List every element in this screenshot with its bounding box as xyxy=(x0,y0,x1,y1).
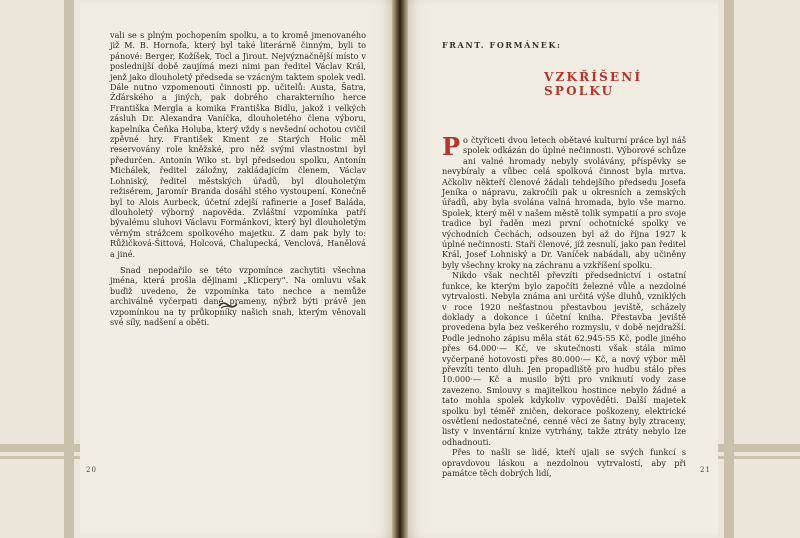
paragraph: Nikdo však nechtěl převzíti předsednictví i ostatní funkce, ke kterým bylo započíti železné vůle a nezdolné vytrvalosti. Nebyla známa ani určitá výše dluhů, vzniklých v roce 1920 nešťastnou přestavbou jeviště, scházely doklady a dokonce i účetní kniha. Přestavba jeviště provedena byla bez veškerého rozmyslu, v době nejdražší. Podle jednoho zápisu měla stát 62.945·55 Kč, podle jiného přes 64.000·— Kč, ve skutečnosti však stála mimo vyčerpané hotovosti přes 80.000·— Kč, a nový výbor měl převzíti tento dluh. Jen propadliště pro hudbu stálo přes 10.000·— Kč a musilo býti pro vniknutí vody zase zavezeno. Smlouvy s majitelkou hostince nebylo žádné a tato mohla spolek kdykoliv vypověděti. Další majetek spolku byl téměř zničen, dekorace poškozeny, elektrické osvětlení nedostatečné, cenné věci ze šatny byly ztraceny, listy v inventární knize vytrhány, takže ztráty nebylo lze odhadnouti. xyxy=(442,270,686,447)
page-number-left: 20 xyxy=(86,466,97,474)
paragraph: Přes to našli se lidé, kteří ujali se svých funkcí s opravdovou láskou a nezdolnou vytrvalostí, aby při památce těch dobrých lidí, xyxy=(442,447,686,478)
paragraph-text: o čtyřiceti dvou letech obětavé kulturní práce byl náš spolek odkázán do úplné nečinnosti. Výborové schůze ani valné hromady nebyly svolávány, příspěvky se nevybíraly a vůbec celá spolková činnost byla mrtva. Ačkoliv někteří členové žádali tehdejšího předsedu Josefa Jeníka o nápravu, zakročili pak u okresních a zemských úřadů, aby byla svolána valná hromada, bylo vše marno. Spolek, který měl v našem městě tolik sympatií a pro svoje tradice byl řaděn mezi první ochotnické spolky ve východních Čechách, odsouzen byl až do října 1927 k úplné nečinnosti. Staří členové, jíž zesnulí, jako pan ředitel Král, Josef Lohniský a Dr. Vaníček nabádali, aby učiněny byly všechny kroky na záchranu a vzkříšení spolku. xyxy=(442,135,686,270)
book-gutter xyxy=(392,0,408,538)
ornament-icon xyxy=(218,300,238,310)
right-page-text xyxy=(442,132,686,478)
right-page xyxy=(404,0,718,538)
left-page-text xyxy=(110,30,366,327)
paragraph: vali se s plným pochopením spolku, a to kromě jmenovaného již M. B. Hornofa, který byl také literárně činným, byli to pánové: Berger, Kožíšek, Tocl a Jirout. Nejvýznačnější místo v posledníjší době zaujímá mezi nimi pan ředitel Václav Král, jenž jako dlouholetý předseda se vzácným taktem spolek vedl. Dále nutno vzpomenouti činnosti pp. učitelů: Austa, Šatra, Žďárského a jiných, pak dobrého charakterního herce Františka Mergla a komika Františka Bidlu, jakož i velkých zásluh Dr. Alexandra Vaníčka, dlouholetého člena výboru, kapelníka Čeňka Holuba, který vždy s nevšední ochotou cvičil zpěvné hry. František Kment ze Starých Holic měl reservovány role kněžské, pro něž svými vlastnostmi byl předurčen. Antonín Wiko st. byl předsedou spolku, Antonín Michálek, ředitel záložny, zakládajícím členem, Václav Lohniský, ředitel městských úřadů, byl dlouholetým režisérem, Jaromír Branda dosáhl stého vystoupení. Konečně byl to Alois Aurbeck, účetní zdejší rafinerie a Josef Baláda, dlouholetý výborný napověda. Zvláštní vzpomínka patří bývalému sluhovi Václavu Formánkovi, který byl dlouholetým věrným strážcem spolkového majetku. Z dam pak byly to: Růžičková-Šittová, Holcová, Chalupecká, Venclová, Hanělová a jiné. xyxy=(110,30,366,259)
page-number-right: 21 xyxy=(700,466,711,474)
drop-cap: P xyxy=(442,132,461,161)
first-paragraph xyxy=(442,132,686,270)
paragraph: Snad nepodařilo se této vzpomínce zachytiti všechna jména, která prošla dějinami „Klicpery“. Na omluvu však buďiž uvedeno, že vzpomínka tato nechce a nemůže archiválně vyčerpati dané prameny, nýbrž býti právě jen vzpomínkou na ty průkopníky našich snah, kterým věnovali své síly, nadšení a oběti. xyxy=(110,264,366,327)
chapter-author: FRANT. FORMÁNEK: xyxy=(442,40,562,50)
left-page xyxy=(80,0,396,538)
chapter-title: VZKŘÍŠENÍ SPOLKU xyxy=(544,70,643,98)
